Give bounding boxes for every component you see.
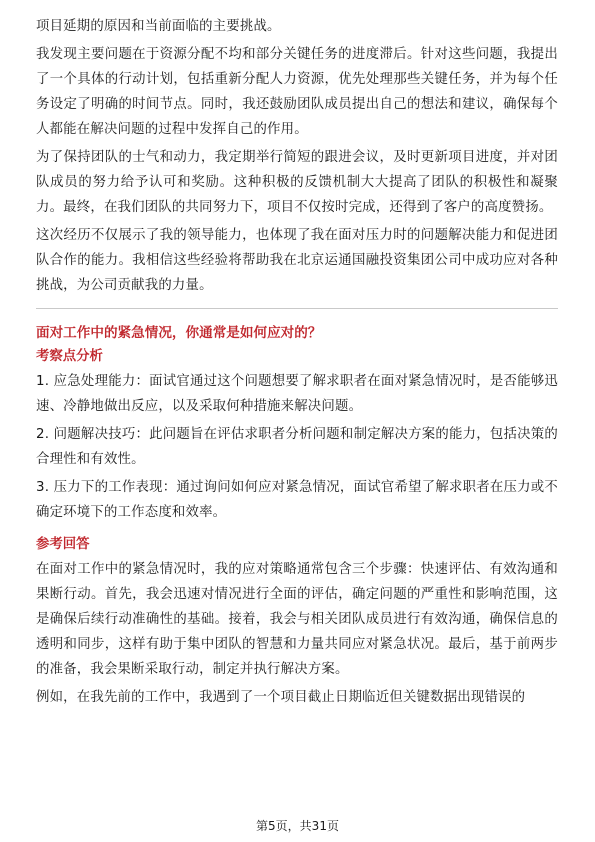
page-content [36,14,558,710]
question-title: 面对工作中的紧急情况，你通常是如何应对的？ [36,325,322,341]
analysis-point: 3. 压力下的工作表现：通过询问如何应对紧急情况，面试官希望了解求职者在压力或不确定环境下的工作态度和效率。 [36,480,558,520]
answer-paragraph: 在面对工作中的紧急情况时，我的应对策略通常包含三个步骤：快速评估、有效沟通和果断行动。首先，我会迅速对情况进行全面的评估，确定问题的严重性和影响范围，这是确保后续行动准确性的基础。接着，我会与相关团队成员进行有效沟通，确保信息的透明和同步，这样有助于集中团队的智慧和力量共同应对紧急状况。最后，基于前两步的准备，我会果断采取行动，制定并执行解决方案。 [36,562,558,677]
analysis-point: 2. 问题解决技巧：此问题旨在评估求职者分析问题和制定解决方案的能力，包括决策的合理性和有效性。 [36,427,558,467]
paragraph: 我发现主要问题在于资源分配不均和部分关键任务的进度滞后。针对这些问题，我提出了一个具体的行动计划，包括重新分配人力资源，优先处理那些关键任务，并为每个任务设定了明确的时间节点。同时，我还鼓励团队成员提出自己的想法和建议，确保每个人都能在解决问题的过程中发挥自己的作用。 [36,47,558,137]
section-divider [36,308,558,309]
answer-paragraph: 例如，在我先前的工作中，我遇到了一个项目截止日期临近但关键数据出现错误的 [36,690,526,705]
analysis-heading: 考察点分析 [36,349,103,364]
answer-heading: 参考回答 [36,537,90,552]
analysis-point: 1. 应急处理能力：面试官通过这个问题想要了解求职者在面对紧急情况时，是否能够迅速、冷静地做出反应，以及采取何种措施来解决问题。 [36,374,558,414]
paragraph: 为了保持团队的士气和动力，我定期举行简短的跟进会议，及时更新项目进度，并对团队成员的努力给予认可和奖励。这种积极的反馈机制大大提高了团队的积极性和凝聚力。最终，在我们团队的共同努力下，项目不仅按时完成，还得到了客户的高度赞扬。 [36,150,558,215]
paragraph: 这次经历不仅展示了我的领导能力，也体现了我在面对压力时的问题解决能力和促进团队合作的能力。我相信这些经验将帮助我在北京运通国融投资集团公司中成功应对各种挑战，为公司贡献我的力量。 [36,228,558,293]
page-number: 第5页，共31页 [256,819,339,833]
paragraph: 项目延期的原因和当前面临的主要挑战。 [36,19,281,34]
